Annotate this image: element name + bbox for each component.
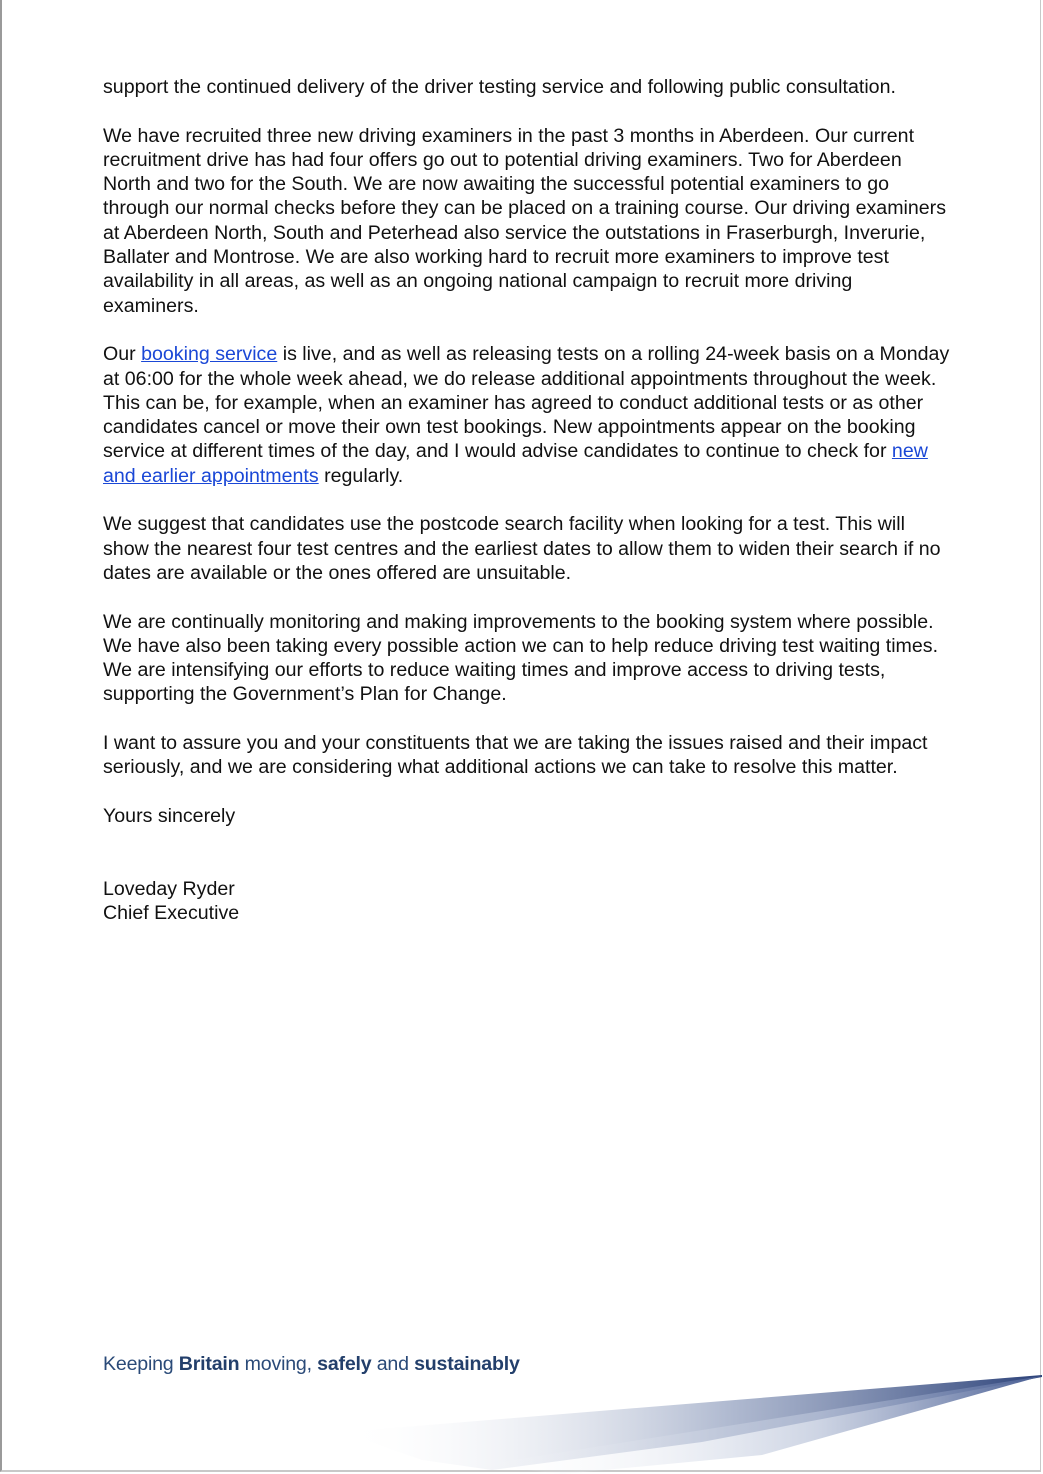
tagline-text: Keeping bbox=[103, 1353, 179, 1375]
text-segment: Our bbox=[103, 343, 142, 366]
paragraph-improvements: We are continually monitoring and making improvements to the booking system where possible. We have also been taking every possible action we can to help reduce driving test waiting times. We are intensifying our efforts to reduce waiting times and improve access to driving tests, supporting the Government’s Plan for Change. bbox=[103, 610, 939, 706]
booking-service-link[interactable]: booking service bbox=[141, 343, 278, 366]
paragraph-recruitment: We have recruited three new driving examiners in the past 3 months in Aberdeen. Our current recruitment drive has had four offers go out to potential driving examiners. Two for Aberdeen North and two for the South. We are now awaiting the successful potential examiners to go through our normal checks before they can be placed on a training course. Our driving examiners at Aberdeen North, South and Peterhead also service the outstations in Fraserburgh, Inverurie, Ballater and Montrose. We are also working hard to recruit more examiners to improve test availability in all areas, as well as an ongoing national campaign to recruit more driving examiners. bbox=[103, 124, 946, 317]
text-segment: regularly. bbox=[318, 464, 404, 487]
signature-block bbox=[103, 877, 953, 926]
tagline-bold: safely bbox=[317, 1353, 372, 1375]
paragraph-booking-service bbox=[103, 342, 953, 488]
tagline-bold: Britain bbox=[178, 1353, 240, 1375]
tagline-text: and bbox=[371, 1353, 415, 1375]
tagline-text: moving, bbox=[239, 1353, 318, 1375]
letter-body bbox=[103, 75, 953, 950]
new-earlier-appointments-link[interactable]: new and earlier appointments bbox=[103, 440, 928, 487]
tagline-bold: sustainably bbox=[414, 1353, 520, 1375]
signatory-name: Loveday Ryder bbox=[103, 877, 235, 900]
footer-tagline bbox=[103, 1353, 520, 1376]
text-segment: is live, and as well as releasing tests on a rolling 24-week basis on a Monday at 06:00 for the whole week ahead, we do release additional appointments throughout the week. This can be, for example, when an examiner has agreed to conduct additional tests or as other candidates cancel or move their own test bookings. New appointments appear on the booking service at different times of the day, and I would advise candidates to continue to check for bbox=[103, 343, 950, 463]
closing-salutation: Yours sincerely bbox=[103, 804, 236, 827]
signatory-title: Chief Executive bbox=[103, 902, 240, 925]
paragraph-postcode-search: We suggest that candidates use the postcode search facility when looking for a test. This will show the nearest four test centres and the earliest dates to allow them to widen their search if no dates are available or the ones offered are unsuitable. bbox=[103, 513, 941, 584]
paragraph-continuation: support the continued delivery of the driver testing service and following public consultation. bbox=[103, 76, 896, 98]
paragraph-assurance: I want to assure you and your constituents that we are taking the issues raised and their impact seriously, and we are considering what additional actions we can take to resolve this matter. bbox=[103, 732, 928, 779]
